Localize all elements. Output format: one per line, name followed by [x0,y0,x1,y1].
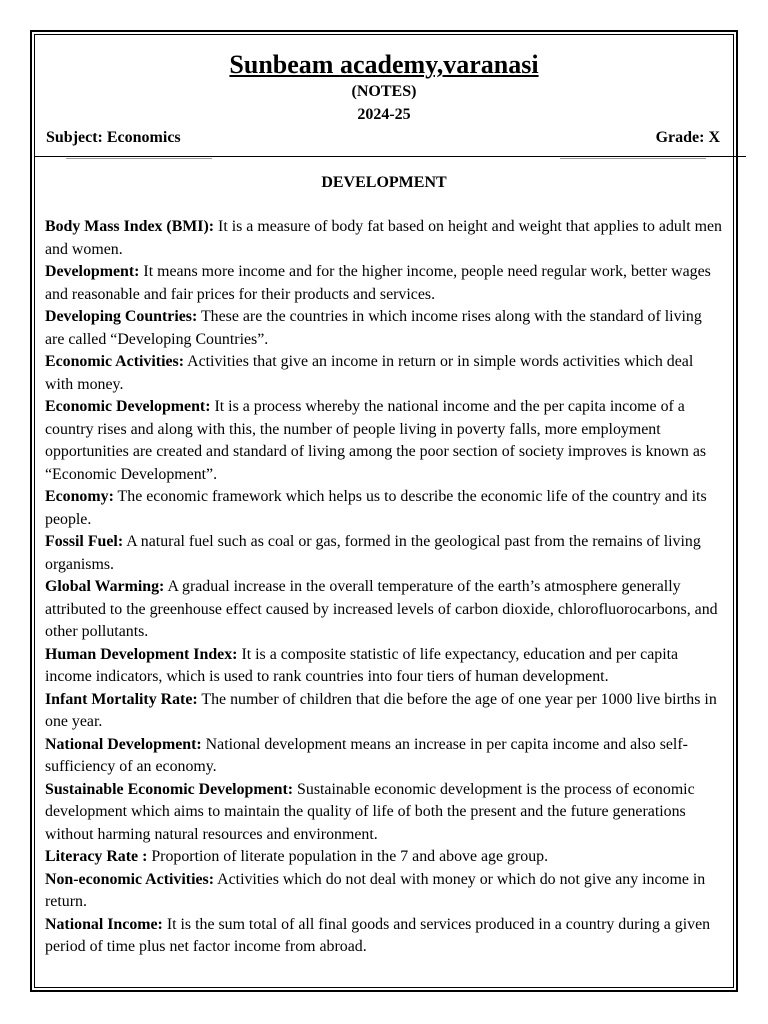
glossary-entry-non-economic-activities [45,869,725,914]
glossary-term: Body Mass Index (BMI): [45,218,215,235]
glossary-term: Development: [45,263,140,280]
glossary-definition: The economic framework which helps us to describe the economic life of the country and its people. [45,488,707,528]
grade-label: Grade: X [655,129,720,146]
glossary-term: Human Development Index: [45,645,238,663]
glossary-definition: These are the countries in which income rises along with the standard of living are called “Developing Countries”. [45,308,702,348]
header-divider [34,156,746,157]
header-divider-accent-left [66,158,212,159]
glossary-entry-bmi [45,216,725,261]
glossary-term: Economic Development: [45,398,211,415]
glossary-list [45,216,725,959]
glossary-definition: National development means an increase in per capita income and also self-sufficiency of an economy. [45,735,688,775]
glossary-entry-economic-development [45,396,725,486]
glossary-definition: It is a composite statistic of life expectancy, education and per capita income indicators, which is used to rank countries into four tiers of human development. [45,645,679,685]
glossary-entry-national-development [45,734,725,779]
notes-header [36,36,732,160]
glossary-term: Economic Activities: [45,353,185,370]
glossary-definition: It is the sum total of all final goods and services produced in a country during a given period of time plus net factor income from abroad. [45,915,711,955]
subject-label: Subject: Economics [46,129,181,146]
glossary-definition: It is a measure of body fat based on height and weight that applies to adult men and women. [45,218,723,258]
glossary-definition: It means more income and for the higher income, people need regular work, better wages and reasonable and fair prices for their products and services. [45,263,711,303]
glossary-term: Global Warming: [45,578,165,595]
glossary-term: Developing Countries: [45,308,198,325]
glossary-term: Fossil Fuel: [45,533,124,550]
glossary-term: Literacy Rate : [45,848,148,865]
glossary-definition: The number of children that die before the age of one year per 1000 live births in one year. [45,690,717,730]
glossary-definition: It is a process whereby the national income and the per capita income of a country rises and along with this, the number of people living in poverty falls, more employment opportunities are created and standard of living among the poor section of society improves is known as “Economic Development”. [45,398,707,483]
notes-label: (NOTES) [351,83,417,100]
glossary-term: Economy: [45,488,114,505]
glossary-definition: A gradual increase in the overall temperature of the earth’s atmosphere generally attributed to the greenhouse effect caused by increased levels of carbon dioxide, chlorofluorocarbons, and other pollutants. [45,578,718,640]
glossary-term: National Development: [45,735,202,753]
school-title: Sunbeam academy,varanasi [229,50,539,79]
glossary-definition: Sustainable economic development is the process of economic development which aims to maintain the quality of life of both the present and the future generations without harming natural resources and environment. [45,780,695,843]
academic-year: 2024-25 [357,106,411,123]
glossary-term: Sustainable Economic Development: [45,780,294,798]
glossary-entry-economy [45,486,725,531]
glossary-entry-developing-countries [45,306,725,351]
glossary-entry-sustainable-economic-development [45,779,725,847]
glossary-entry-development [45,261,725,306]
glossary-entry-infant-mortality-rate [45,689,725,734]
glossary-entry-global-warming [45,576,725,644]
glossary-term: National Income: [45,915,163,933]
glossary-entry-national-income [45,914,725,959]
glossary-definition: A natural fuel such as coal or gas, formed in the geological past from the remains of living organisms. [45,533,701,573]
glossary-definition: Activities that give an income in return or in simple words activities which deal with money. [45,353,694,393]
glossary-entry-human-development-index [45,644,725,689]
glossary-entry-literacy-rate [45,846,725,869]
header-divider-accent-right [560,158,706,159]
glossary-definition: Activities which do not deal with money or which do not give any income in return. [45,870,706,910]
glossary-term: Non-economic Activities: [45,870,215,888]
glossary-term: Infant Mortality Rate: [45,690,198,708]
glossary-definition: Proportion of literate population in the 7 and above age group. [147,848,549,865]
section-heading: DEVELOPMENT [321,174,447,191]
glossary-entry-fossil-fuel [45,531,725,576]
glossary-entry-economic-activities [45,351,725,396]
